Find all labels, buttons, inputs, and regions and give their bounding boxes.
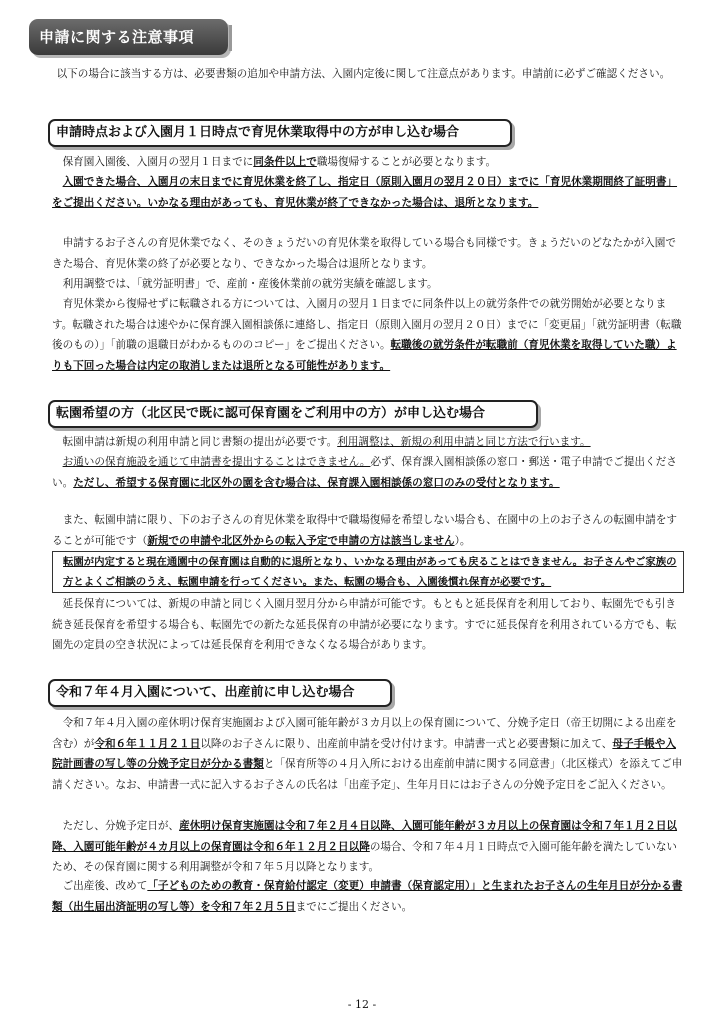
s2-paragraph-3: また、転園申請に限り、下のお子さんの育児休業を取得中で職場復帰を希望しない場合も、在園中の上のお子さんの転園申請をすることが可能です（新規での申請や北区外からの転入予定で申請の方は該当しません）。 <box>52 514 678 547</box>
section-heading-childcare-leave: 申請時点および入園月１日時点で育児休業取得中の方が申し込む場合 <box>48 119 512 147</box>
page-title: 申請に関する注意事項 <box>29 19 228 55</box>
s2-paragraph-1: 転園申請は新規の利用申請と同じ書類の提出が必要です。利用調整は、新規の利用申請と同じ方法で行います。 <box>62 436 591 448</box>
s2-paragraph-2: お通いの保育施設を通じて申請書を提出することはできません。必ず、保育課入園相談係の窓口・郵送・電子申請でご提出ください。ただし、希望する保育園に北区外の園を含む場合は、保育課入園相談係の窓口のみの受付となります。 <box>52 456 677 489</box>
intro-text: 以下の場合に該当する方は、必要書類の追加や申請方法、入園内定後に関して注意点があります。申請前に必ずご確認ください。 <box>56 68 671 80</box>
s1-paragraph-2: 入園できた場合、入園月の末日までに育児休業を終了し、指定日（原則入園月の翌月２０日）までに「育児休業期間終了証明書」をご提出ください。いかなる理由があっても、育児休業が終了できなかった場合は、退所となります。 <box>52 176 678 209</box>
s1-paragraph-4: 利用調整では、「就労証明書」で、産前・産後休業前の就労実績を確認します。 <box>62 278 438 290</box>
s1-paragraph-1: 保育園入園後、入園月の翌月１日までに同条件以上で職場復帰することが必要となります。 <box>62 156 497 168</box>
s1-paragraph-3: 申請するお子さんの育児休業でなく、そのきょうだいの育児休業を取得している場合も同様です。きょうだいのどなたかが入園できた場合、育児休業の終了が必要となり、できなかった場合は退所となります。 <box>52 237 676 270</box>
page-number: - 12 - <box>347 998 377 1011</box>
s2-paragraph-4: 延長保育については、新規の申請と同じく入園月翌月分から申請が可能です。もともと延長保育を利用しており、転園先でも引き続き延長保育を希望する場合も、転園先での新たな延長保育の申請が必要になります。すでに延長保育を利用されている方でも、転園先の定員の空き状況によっては延長保育を利用できなくなる場合があります。 <box>52 598 677 651</box>
section-heading-prebirth: 令和７年４月入園について、出産前に申し込む場合 <box>48 679 392 707</box>
section-heading-transfer: 転園希望の方（北区民で既に認可保育園をご利用中の方）が申し込む場合 <box>48 400 538 428</box>
s3-paragraph-2: ただし、分娩予定日が、産休明け保育実施園は令和７年２月４日以降、入園可能年齢が３カ月以上の保育園は令和７年１月２日以降、入園可能年齢が４カ月以上の保育園は令和６年１２月２日以降の場合、令和７年４月１日時点で入園可能年齢を満たしていないため、その保育園に関する利用調整が令和７年５月以降となります。 <box>52 820 678 873</box>
transfer-notice-box: 転園が内定すると現在通園中の保育園は自動的に退所となり、いかなる理由があっても戻ることはできません。お子さんやご家族の方とよくご相談のうえ、転園申請を行ってください。また、転園の場合も、入園後慣れ保育が必要です。 <box>52 551 684 593</box>
s3-paragraph-3: ご出産後、改めて「子どものための教育・保育給付認定（変更）申請書（保育認定用）」と生まれたお子さんの生年月日が分かる書類（出生届出済証明の写し等）を令和７年２月５日までにご提出ください。 <box>52 880 683 913</box>
s3-paragraph-1: 令和７年４月入園の産休明け保育実施園および入園可能年齢が３カ月以上の保育園について、分娩予定日（帝王切開による出産を含む）が令和６年１１月２１日以降のお子さんに限り、出産前申請を受け付けます。申請書一式と必要書類に加えて、母子手帳や入院計画書の写し等の分娩予定日が分かる書類と「保育所等の４月入所における出産前申請に関する同意書」（北区様式）を添えてご申請ください。なお、申請書一式に記入するお子さんの氏名は「出産予定」、生年月日にはお子さんの分娩予定日をご記入ください。 <box>52 717 683 791</box>
s1-paragraph-5: 育児休業から復帰せずに転職される方については、入園月の翌月１日までに同条件以上の就労条件での就労開始が必要となります。転職された場合は速やかに保育課入園相談係に連絡し、指定日（原則入園月の翌月２０日）までに「変更届」「就労証明書（転職後のもの）」「前職の退職日がわかるもののコピー」をご提出ください。転職後の就労条件が転職前（育児休業を取得していた職）よりも下回った場合は内定の取消しまたは退所となる可能性があります。 <box>52 298 682 372</box>
